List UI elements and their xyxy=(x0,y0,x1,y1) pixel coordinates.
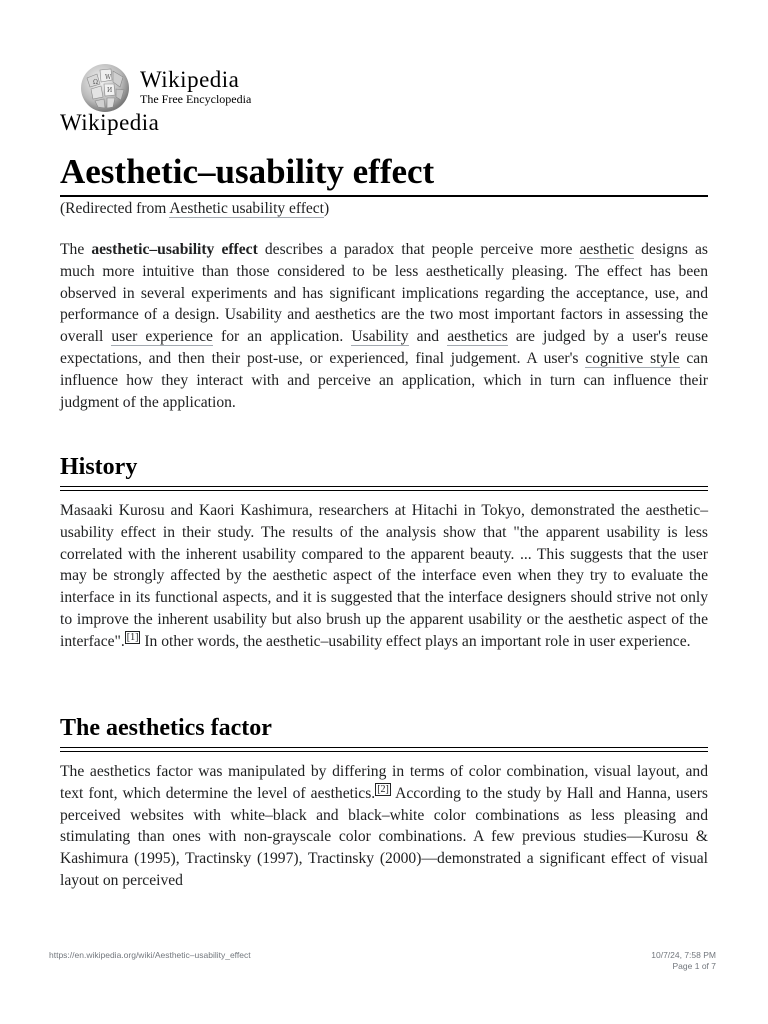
aesthetics-text: The aesthetics factor was manipulated by differing in terms of color combination, visual layout, and text font, which determine the level of aesthetics. xyxy=(60,763,708,802)
redirect-suffix: ) xyxy=(324,200,330,217)
section-heading-history: History xyxy=(60,452,708,487)
footer-datetime: 10/7/24, 7:58 PM xyxy=(651,950,716,960)
history-paragraph xyxy=(60,500,708,653)
lead-text: designs as much more intuitive than those considered to be less aesthetically pleasing. The effect has been observed in several experiments and has significant implications regarding the acceptance, use, and performance of a design. Usability and aesthetics are the two most important factors in assessing the overall xyxy=(60,241,708,346)
lead-text: for an application. xyxy=(212,328,352,346)
lead-bold-term: aesthetic–usability effect xyxy=(91,241,258,258)
svg-text:Ω: Ω xyxy=(93,79,98,86)
redirect-link[interactable]: Aesthetic usability effect xyxy=(169,200,324,217)
svg-text:И: И xyxy=(107,87,113,94)
reference-1[interactable]: [1] xyxy=(126,631,139,643)
link-usability[interactable]: Usability xyxy=(351,328,409,346)
link-user-experience[interactable]: user experience xyxy=(111,328,213,346)
history-text: Masaaki Kurosu and Kaori Kashimura, researchers at Hitachi in Tokyo, demonstrated the aesthetic–usability effect in their study. The results of the analysis show that "the apparent usability is less correlated with the inherent usability compared to the apparent beauty. ... This suggests that the user may be strongly affected by the aesthetic aspect of the interface even when they try to evaluate the interface in its functional aspects, and it is suggested that the interface designers should strive not only to improve the inherent usability but also brush up the apparent usability or the aesthetic aspect of the interface". xyxy=(60,502,708,650)
lead-text: and xyxy=(408,328,448,346)
lead-text: describes a paradox that people perceive more xyxy=(257,241,580,258)
redirect-note xyxy=(60,198,329,220)
footer-url: https://en.wikipedia.org/wiki/Aesthetic–usability_effect xyxy=(49,950,251,960)
redirect-prefix: (Redirected from xyxy=(60,200,170,217)
page-title: Aesthetic–usability effect xyxy=(60,150,708,197)
link-aesthetic[interactable]: aesthetic xyxy=(579,241,635,258)
link-cognitive-style[interactable]: cognitive style xyxy=(585,349,680,367)
aesthetics-text: According to the study by Hall and Hanna, users perceived websites with white–black and black–white color combinations as less pleasing and stimulating than ones with non-grayscale color combinations. A few previous studies—Kurosu & Kashimura (1995), Tractinsky (1997), Tractinsky (2000)—demonstrated a significant effect of visual layout on perceived xyxy=(60,784,708,889)
wordmark xyxy=(140,68,251,106)
wordmark-secondary: Wikipedia xyxy=(60,110,160,135)
wordmark-tagline: The Free Encyclopedia xyxy=(140,92,252,106)
footer-meta xyxy=(651,950,716,972)
wordmark-title: Wikipedia xyxy=(140,67,240,92)
reference-2[interactable]: [2] xyxy=(377,783,389,795)
link-aesthetics[interactable]: aesthetics xyxy=(447,328,508,346)
section-heading-aesthetics-factor: The aesthetics factor xyxy=(60,713,708,748)
aesthetics-factor-paragraph xyxy=(60,761,708,892)
lead-paragraph xyxy=(60,239,708,413)
svg-text:W: W xyxy=(105,74,112,81)
lead-text: The xyxy=(60,241,92,258)
lead-text: are judged by a user's reuse expectations, and then their post-use, or experienced, final judgement. A user's xyxy=(60,328,708,367)
footer-page-number: Page 1 of 7 xyxy=(672,961,716,971)
wikipedia-globe-icon xyxy=(78,60,132,114)
history-text: In other words, the aesthetic–usability effect plays an important role in user experience. xyxy=(140,632,691,650)
lead-text: can influence how they interact with and perceive an application, which in turn can influence their judgment of the application. xyxy=(60,349,708,411)
wikipedia-logo[interactable] xyxy=(78,62,251,112)
